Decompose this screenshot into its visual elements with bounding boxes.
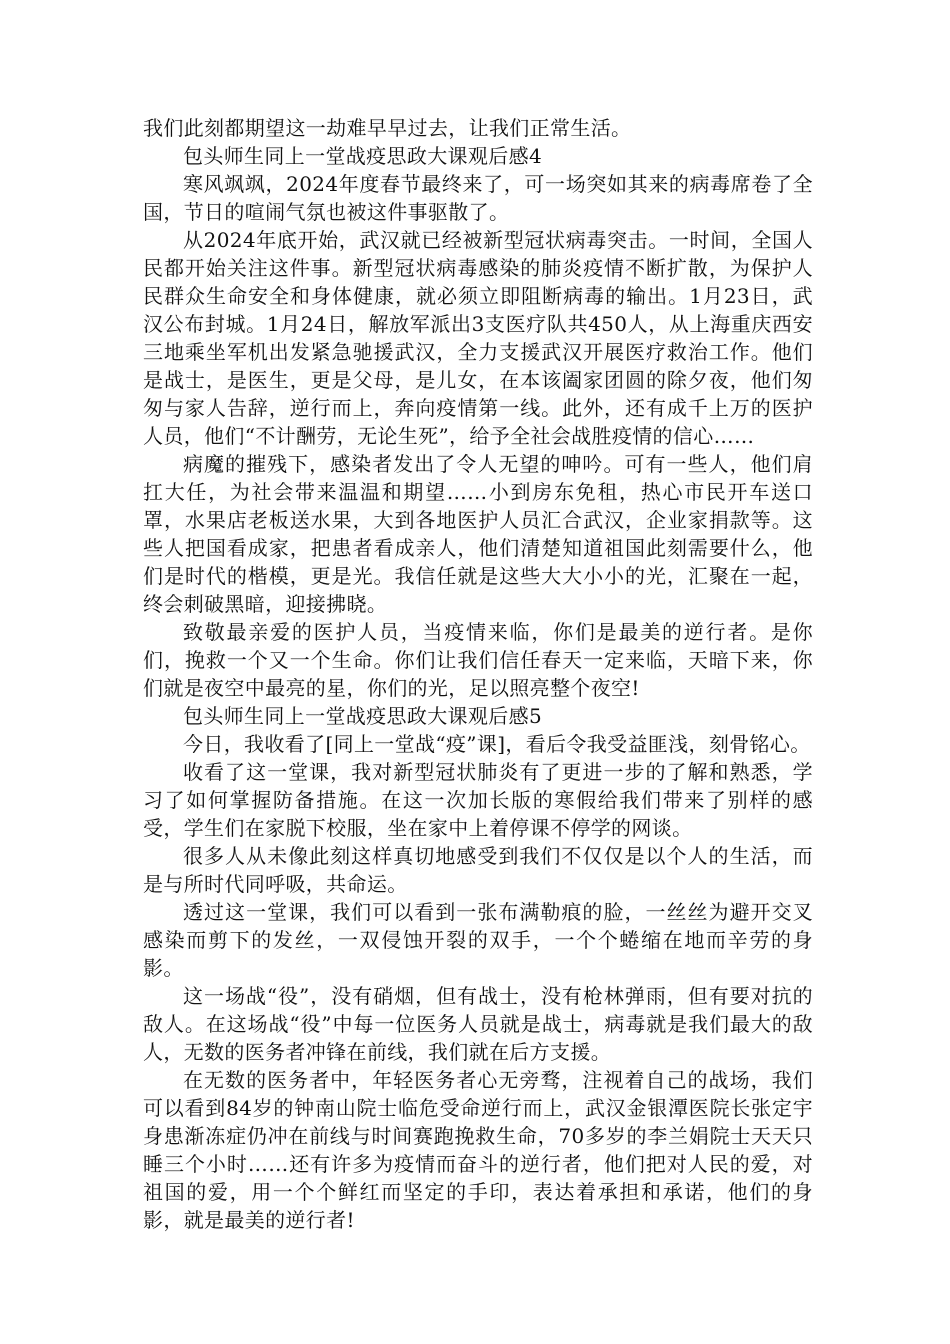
section-heading: 包头师生同上一堂战疫思政大课观后感4 xyxy=(183,144,543,168)
paragraph: 致敬最亲爱的医护人员，当疫情来临，你们是最美的逆行者。是你们，挽救一个又一个生命。你们让我们信任春天一定来临，天暗下来，你们就是夜空中最亮的星，你们的光，足以照亮整个夜空! xyxy=(143,620,813,700)
paragraph: 今日，我收看了[同上一堂战“疫”课]，看后令我受益匪浅，刻骨铭心。 xyxy=(183,732,811,756)
paragraph: 我们此刻都期望这一劫难早早过去，让我们正常生活。 xyxy=(143,116,632,140)
document-body xyxy=(143,114,813,1234)
paragraph: 很多人从未像此刻这样真切地感受到我们不仅仅是以个人的生活，而是与所时代同呼吸，共命运。 xyxy=(143,844,813,896)
paragraph: 收看了这一堂课，我对新型冠状肺炎有了更进一步的了解和熟悉，学习了如何掌握防备措施。在这一次加长版的寒假给我们带来了别样的感受，学生们在家脱下校服，坐在家中上着停课不停学的网谈。 xyxy=(143,760,813,840)
paragraph: 透过这一堂课，我们可以看到一张布满勒痕的脸，一丝丝为避开交叉感染而剪下的发丝，一双侵蚀开裂的双手，一个个蜷缩在地而辛劳的身影。 xyxy=(143,900,813,980)
section-heading: 包头师生同上一堂战疫思政大课观后感5 xyxy=(183,704,543,728)
paragraph: 寒风飒飒，2024年度春节最终来了，可一场突如其来的病毒席卷了全国，节日的喧闹气氛也被这件事驱散了。 xyxy=(143,172,813,224)
paragraph: 这一场战“役”，没有硝烟，但有战士，没有枪林弹雨，但有要对抗的敌人。在这场战“役”中每一位医务人员就是战士，病毒就是我们最大的敌人，无数的医务者冲锋在前线，我们就在后方支援。 xyxy=(143,984,813,1064)
paragraph: 从2024年底开始，武汉就已经被新型冠状病毒突击。一时间，全国人民都开始关注这件事。新型冠状病毒感染的肺炎疫情不断扩散，为保护人民群众生命安全和身体健康，就必须立即阻断病毒的输出。1月23日，武汉公布封城。1月24日，解放军派出3支医疗队共450人，从上海重庆西安三地乘坐军机出发紧急驰援武汉，全力支援武汉开展医疗救治工作。他们是战士，是医生，更是父母，是儿女，在本该阖家团圆的除夕夜，他们匆匆与家人告辞，逆行而上，奔向疫情第一线。此外，还有成千上万的医护人员，他们“不计酬劳，无论生死”，给予全社会战胜疫情的信心…… xyxy=(143,228,813,448)
paragraph: 在无数的医务者中，年轻医务者心无旁骛，注视着自己的战场，我们可以看到84岁的钟南山院士临危受命逆行而上，武汉金银潭医院长张定宇身患渐冻症仍冲在前线与时间赛跑挽救生命，70多岁的李兰娟院士天天只睡三个小时……还有许多为疫情而奋斗的逆行者，他们把对人民的爱，对祖国的爱，用一个个鲜红而坚定的手印，表达着承担和承诺，他们的身影，就是最美的逆行者! xyxy=(143,1068,813,1232)
paragraph: 病魔的摧残下，感染者发出了令人无望的呻吟。可有一些人，他们肩扛大任，为社会带来温温和期望……小到房东免租，热心市民开车送口罩，水果店老板送水果，大到各地医护人员汇合武汉，企业家捐款等。这些人把国看成家，把患者看成亲人，他们清楚知道祖国此刻需要什么，他们是时代的楷模，更是光。我信任就是这些大大小小的光，汇聚在一起，终会刺破黑暗，迎接拂晓。 xyxy=(143,452,813,616)
